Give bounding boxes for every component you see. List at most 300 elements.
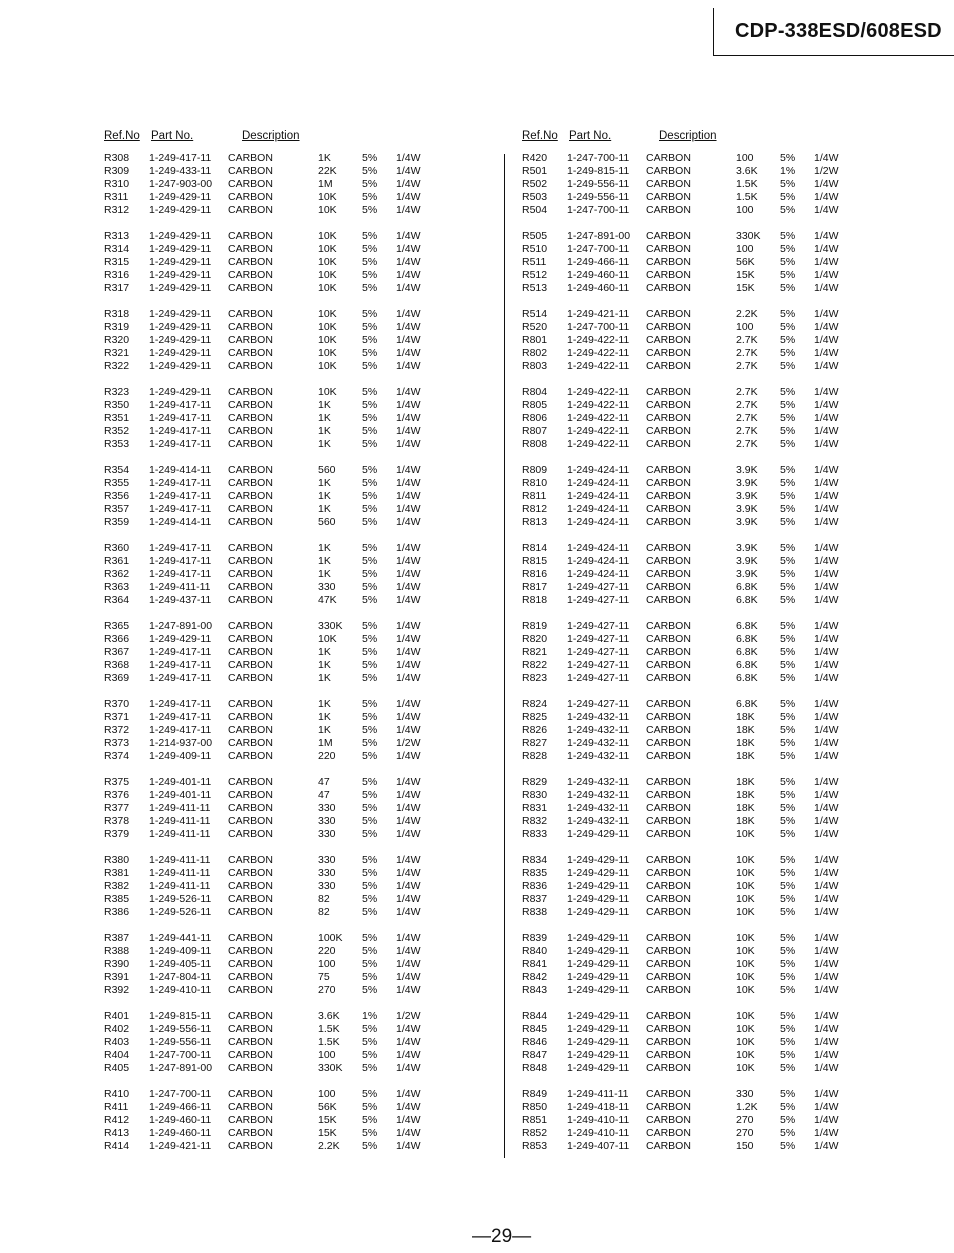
ref-no: R851 — [522, 1114, 548, 1126]
ref-no: R362 — [104, 568, 130, 580]
value: 10K — [318, 282, 337, 294]
wattage: 1/4W — [814, 750, 839, 762]
part-no: 1-249-429-11 — [149, 269, 212, 281]
value: 18K — [736, 776, 755, 788]
description: CARBON — [228, 503, 273, 515]
table-row — [104, 542, 524, 555]
part-no: 1-249-427-11 — [567, 633, 630, 645]
tolerance: 5% — [362, 425, 378, 437]
tolerance: 5% — [362, 984, 378, 996]
ref-no: R514 — [522, 308, 548, 320]
wattage: 1/4W — [814, 1010, 839, 1022]
part-no: 1-249-421-11 — [567, 308, 630, 320]
ref-no: R403 — [104, 1036, 130, 1048]
ref-no: R369 — [104, 672, 130, 684]
description: CARBON — [646, 555, 691, 567]
table-row — [522, 815, 942, 828]
description: CARBON — [646, 581, 691, 593]
description: CARBON — [646, 386, 691, 398]
table-row — [104, 321, 524, 334]
value: 75 — [318, 971, 330, 983]
tolerance: 5% — [780, 347, 796, 359]
table-row — [522, 906, 942, 919]
table-row — [522, 737, 942, 750]
part-no: 1-249-417-11 — [149, 568, 212, 580]
wattage: 1/4W — [814, 230, 839, 242]
table-row — [104, 555, 524, 568]
wattage: 1/4W — [814, 1101, 839, 1113]
wattage: 1/4W — [814, 386, 839, 398]
description: CARBON — [228, 399, 273, 411]
parts-group — [522, 308, 942, 373]
value: 2.7K — [736, 425, 758, 437]
tolerance: 5% — [362, 191, 378, 203]
wattage: 1/4W — [396, 555, 421, 567]
parts-group — [104, 542, 524, 607]
description: CARBON — [646, 438, 691, 450]
table-row — [522, 711, 942, 724]
description: CARBON — [228, 425, 273, 437]
ref-no: R840 — [522, 945, 548, 957]
part-no: 1-249-427-11 — [567, 581, 630, 593]
ref-no: R312 — [104, 204, 130, 216]
table-row — [522, 672, 942, 685]
ref-no: R402 — [104, 1023, 130, 1035]
value: 1M — [318, 178, 333, 190]
value: 10K — [318, 191, 337, 203]
part-no: 1-249-441-11 — [149, 932, 212, 944]
value: 2.7K — [736, 399, 758, 411]
tolerance: 5% — [780, 711, 796, 723]
parts-group — [522, 230, 942, 295]
parts-group — [104, 152, 524, 217]
description: CARBON — [646, 646, 691, 658]
table-row — [522, 204, 942, 217]
ref-no: R414 — [104, 1140, 130, 1152]
tolerance: 5% — [780, 1088, 796, 1100]
tolerance: 5% — [780, 581, 796, 593]
part-no: 1-247-891-00 — [149, 620, 213, 632]
table-row — [104, 867, 524, 880]
description: CARBON — [228, 1101, 273, 1113]
table-row — [522, 828, 942, 841]
ref-no: R391 — [104, 971, 130, 983]
part-no: 1-249-411-11 — [567, 1088, 629, 1100]
part-no: 1-249-429-11 — [567, 854, 630, 866]
part-no: 1-249-422-11 — [567, 347, 630, 359]
value: 1K — [318, 555, 331, 567]
wattage: 1/4W — [396, 711, 421, 723]
ref-no: R815 — [522, 555, 548, 567]
value: 10K — [736, 880, 755, 892]
ref-no: R405 — [104, 1062, 130, 1074]
ref-no: R310 — [104, 178, 130, 190]
table-row — [522, 880, 942, 893]
part-no: 1-249-410-11 — [149, 984, 212, 996]
tolerance: 5% — [780, 620, 796, 632]
ref-no: R368 — [104, 659, 130, 671]
ref-no: R359 — [104, 516, 130, 528]
tolerance: 5% — [780, 815, 796, 827]
value: 10K — [318, 633, 337, 645]
table-row — [522, 282, 942, 295]
value: 1K — [318, 542, 331, 554]
tolerance: 5% — [780, 191, 796, 203]
tolerance: 5% — [362, 581, 378, 593]
value: 18K — [736, 750, 755, 762]
tolerance: 1% — [780, 165, 796, 177]
wattage: 1/4W — [814, 321, 839, 333]
description: CARBON — [646, 984, 691, 996]
ref-no: R374 — [104, 750, 130, 762]
value: 10K — [736, 828, 755, 840]
description: CARBON — [228, 828, 273, 840]
part-no: 1-249-427-11 — [567, 646, 630, 658]
wattage: 1/4W — [814, 1049, 839, 1061]
ref-no: R361 — [104, 555, 130, 567]
part-no: 1-249-417-11 — [149, 152, 212, 164]
ref-no: R412 — [104, 1114, 130, 1126]
description: CARBON — [646, 828, 691, 840]
ref-no: R505 — [522, 230, 548, 242]
tolerance: 5% — [362, 152, 378, 164]
description: CARBON — [228, 906, 273, 918]
description: CARBON — [646, 854, 691, 866]
description: CARBON — [228, 347, 273, 359]
ref-no: R388 — [104, 945, 130, 957]
table-row — [104, 594, 524, 607]
tolerance: 5% — [362, 1101, 378, 1113]
table-row — [522, 568, 942, 581]
wattage: 1/4W — [814, 516, 839, 528]
ref-no: R376 — [104, 789, 130, 801]
tolerance: 5% — [362, 711, 378, 723]
tolerance: 5% — [362, 178, 378, 190]
ref-no: R314 — [104, 243, 130, 255]
value: 10K — [736, 1036, 755, 1048]
value: 100 — [736, 152, 754, 164]
value: 1.5K — [736, 178, 758, 190]
table-row — [104, 581, 524, 594]
table-row — [522, 503, 942, 516]
ref-no: R821 — [522, 646, 548, 658]
table-row — [104, 659, 524, 672]
wattage: 1/4W — [814, 152, 839, 164]
ref-no: R420 — [522, 152, 548, 164]
wattage: 1/4W — [396, 438, 421, 450]
tolerance: 5% — [362, 490, 378, 502]
part-no: 1-249-432-11 — [567, 711, 630, 723]
value: 2.7K — [736, 386, 758, 398]
wattage: 1/4W — [814, 464, 839, 476]
wattage: 1/4W — [396, 724, 421, 736]
description: CARBON — [228, 880, 273, 892]
table-row — [522, 594, 942, 607]
table-row — [522, 867, 942, 880]
part-no: 1-249-418-11 — [567, 1101, 630, 1113]
ref-no: R848 — [522, 1062, 548, 1074]
wattage: 1/4W — [814, 1023, 839, 1035]
value: 10K — [318, 308, 337, 320]
description: CARBON — [646, 1127, 691, 1139]
wattage: 1/4W — [396, 1062, 421, 1074]
tolerance: 5% — [362, 477, 378, 489]
part-no: 1-249-432-11 — [567, 737, 630, 749]
column-headers — [522, 130, 942, 152]
ref-no: R316 — [104, 269, 130, 281]
value: 6.8K — [736, 633, 758, 645]
wattage: 1/4W — [396, 594, 421, 606]
tolerance: 5% — [780, 867, 796, 879]
description: CARBON — [646, 204, 691, 216]
ref-no: R392 — [104, 984, 130, 996]
part-no: 1-249-429-11 — [567, 958, 630, 970]
table-row — [522, 1062, 942, 1075]
value: 330 — [318, 815, 336, 827]
table-row — [104, 243, 524, 256]
description: CARBON — [646, 1036, 691, 1048]
wattage: 1/4W — [396, 243, 421, 255]
wattage: 1/4W — [396, 347, 421, 359]
parts-group — [522, 620, 942, 685]
ref-no: R816 — [522, 568, 548, 580]
wattage: 1/4W — [396, 620, 421, 632]
wattage: 1/4W — [814, 503, 839, 515]
tolerance: 5% — [780, 1062, 796, 1074]
wattage: 1/4W — [814, 360, 839, 372]
wattage: 1/4W — [396, 568, 421, 580]
value: 18K — [736, 815, 755, 827]
wattage: 1/4W — [396, 464, 421, 476]
table-row — [104, 334, 524, 347]
wattage: 1/4W — [814, 204, 839, 216]
value: 6.8K — [736, 672, 758, 684]
wattage: 1/4W — [814, 334, 839, 346]
wattage: 1/4W — [396, 828, 421, 840]
part-header: Part No. — [151, 130, 194, 142]
description: CARBON — [228, 464, 273, 476]
part-no: 1-249-409-11 — [149, 945, 212, 957]
table-row — [104, 256, 524, 269]
part-no: 1-249-421-11 — [149, 1140, 212, 1152]
tolerance: 5% — [780, 269, 796, 281]
description: CARBON — [228, 867, 273, 879]
ref-no: R801 — [522, 334, 548, 346]
tolerance: 5% — [362, 334, 378, 346]
description: CARBON — [646, 334, 691, 346]
value: 560 — [318, 516, 336, 528]
description: CARBON — [228, 737, 273, 749]
part-no: 1-249-410-11 — [567, 1127, 630, 1139]
wattage: 1/4W — [814, 269, 839, 281]
value: 10K — [736, 854, 755, 866]
value: 3.9K — [736, 464, 758, 476]
tolerance: 5% — [780, 971, 796, 983]
value: 1K — [318, 425, 331, 437]
part-no: 1-249-526-11 — [149, 893, 212, 905]
tolerance: 5% — [780, 659, 796, 671]
wattage: 1/2W — [814, 165, 839, 177]
parts-group — [104, 854, 524, 919]
description: CARBON — [646, 815, 691, 827]
part-no: 1-247-891-00 — [567, 230, 631, 242]
tolerance: 5% — [362, 412, 378, 424]
tolerance: 5% — [362, 776, 378, 788]
wattage: 1/4W — [814, 399, 839, 411]
description: CARBON — [646, 152, 691, 164]
tolerance: 5% — [362, 750, 378, 762]
table-row — [522, 789, 942, 802]
value: 56K — [318, 1101, 337, 1113]
part-no: 1-247-700-11 — [567, 204, 630, 216]
description: CARBON — [646, 711, 691, 723]
wattage: 1/4W — [396, 542, 421, 554]
wattage: 1/4W — [814, 1114, 839, 1126]
value: 3.6K — [736, 165, 758, 177]
parts-group — [104, 464, 524, 529]
wattage: 1/4W — [814, 737, 839, 749]
value: 1K — [318, 672, 331, 684]
description: CARBON — [646, 464, 691, 476]
wattage: 1/4W — [814, 425, 839, 437]
ref-no: R823 — [522, 672, 548, 684]
table-row — [104, 347, 524, 360]
wattage: 1/4W — [814, 477, 839, 489]
tolerance: 5% — [362, 633, 378, 645]
wattage: 1/4W — [396, 412, 421, 424]
value: 56K — [736, 256, 755, 268]
description: CARBON — [646, 971, 691, 983]
wattage: 1/4W — [396, 477, 421, 489]
ref-no: R805 — [522, 399, 548, 411]
wattage: 1/4W — [814, 490, 839, 502]
part-no: 1-249-424-11 — [567, 542, 630, 554]
value: 2.7K — [736, 412, 758, 424]
tolerance: 5% — [780, 984, 796, 996]
description: CARBON — [646, 1049, 691, 1061]
description: CARBON — [228, 477, 273, 489]
value: 15K — [736, 282, 755, 294]
description: CARBON — [646, 1023, 691, 1035]
description: CARBON — [646, 789, 691, 801]
value: 10K — [736, 932, 755, 944]
part-no: 1-247-700-11 — [149, 1088, 212, 1100]
ref-no: R372 — [104, 724, 130, 736]
tolerance: 5% — [362, 555, 378, 567]
wattage: 1/4W — [814, 308, 839, 320]
description: CARBON — [228, 321, 273, 333]
wattage: 1/4W — [396, 672, 421, 684]
part-no: 1-249-417-11 — [149, 724, 212, 736]
description: CARBON — [228, 984, 273, 996]
table-row — [522, 659, 942, 672]
table-row — [522, 581, 942, 594]
tolerance: 5% — [780, 243, 796, 255]
description: CARBON — [228, 581, 273, 593]
table-row — [522, 1036, 942, 1049]
ref-no: R818 — [522, 594, 548, 606]
tolerance: 5% — [362, 256, 378, 268]
ref-no: R350 — [104, 399, 130, 411]
value: 3.9K — [736, 503, 758, 515]
table-row — [522, 1023, 942, 1036]
ref-no: R828 — [522, 750, 548, 762]
part-no: 1-249-466-11 — [567, 256, 630, 268]
description: CARBON — [646, 1010, 691, 1022]
ref-no: R318 — [104, 308, 130, 320]
table-row — [104, 854, 524, 867]
description: CARBON — [228, 360, 273, 372]
description: CARBON — [228, 1062, 273, 1074]
wattage: 1/4W — [396, 334, 421, 346]
description: CARBON — [228, 282, 273, 294]
description: CARBON — [646, 1101, 691, 1113]
value: 3.9K — [736, 516, 758, 528]
description: CARBON — [646, 594, 691, 606]
part-no: 1-249-422-11 — [567, 438, 630, 450]
value: 10K — [736, 945, 755, 957]
wattage: 1/4W — [396, 893, 421, 905]
tolerance: 5% — [362, 1088, 378, 1100]
value: 10K — [736, 1062, 755, 1074]
table-row — [522, 477, 942, 490]
tolerance: 5% — [362, 737, 378, 749]
table-row — [104, 178, 524, 191]
parts-group — [522, 698, 942, 763]
value: 330 — [318, 880, 336, 892]
ref-no: R825 — [522, 711, 548, 723]
table-row — [104, 633, 524, 646]
ref-no: R363 — [104, 581, 130, 593]
description: CARBON — [646, 1062, 691, 1074]
parts-group — [522, 1088, 942, 1153]
tolerance: 5% — [780, 321, 796, 333]
value: 10K — [736, 1010, 755, 1022]
ref-no: R360 — [104, 542, 130, 554]
value: 1K — [318, 490, 331, 502]
description: CARBON — [228, 178, 273, 190]
wattage: 1/4W — [814, 347, 839, 359]
part-no: 1-249-429-11 — [149, 347, 212, 359]
part-no: 1-249-409-11 — [149, 750, 212, 762]
table-row — [522, 646, 942, 659]
table-row — [104, 1127, 524, 1140]
wattage: 1/4W — [814, 672, 839, 684]
tolerance: 5% — [362, 165, 378, 177]
ref-no: R511 — [522, 256, 547, 268]
table-row — [104, 620, 524, 633]
value: 82 — [318, 893, 330, 905]
value: 6.8K — [736, 698, 758, 710]
description: CARBON — [228, 568, 273, 580]
part-no: 1-249-411-11 — [149, 815, 211, 827]
description: CARBON — [228, 555, 273, 567]
table-row — [104, 711, 524, 724]
table-row — [522, 724, 942, 737]
parts-group — [104, 386, 524, 451]
ref-no: R356 — [104, 490, 130, 502]
part-no: 1-249-424-11 — [567, 555, 630, 567]
value: 1K — [318, 438, 331, 450]
value: 330 — [318, 854, 336, 866]
value: 100 — [318, 1049, 336, 1061]
table-row — [104, 880, 524, 893]
tolerance: 5% — [362, 503, 378, 515]
part-no: 1-249-417-11 — [149, 659, 212, 671]
value: 10K — [318, 204, 337, 216]
part-no: 1-249-429-11 — [149, 386, 212, 398]
ref-no: R320 — [104, 334, 130, 346]
